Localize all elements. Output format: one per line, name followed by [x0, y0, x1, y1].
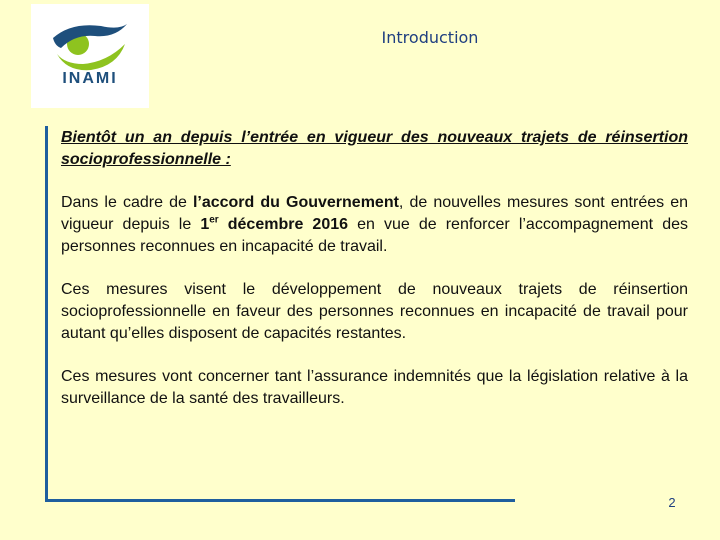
inami-logo [31, 4, 149, 108]
paragraph-3: Ces mesures vont concerner tant l’assurance indemnités que la législation relative à la surveillance de la santé des travailleurs. [61, 368, 688, 407]
frame-left-border [45, 126, 48, 502]
inami-logo-icon [31, 4, 149, 108]
p1-sup: er [209, 214, 219, 226]
frame-bottom-border [45, 499, 515, 502]
heading-text: Bientôt un an depuis l’entrée en vigueur des nouveaux trajets de réinsertion socioprofessionnelle : [61, 129, 688, 168]
p1-text-3: en vue de renforcer l’accompagnement des personnes reconnues en incapacité de travail. [61, 216, 688, 255]
p1-bold-1: l’accord du Gouvernement [192, 194, 399, 211]
p1-bold-3: décembre 2016 [218, 216, 349, 233]
p1-bold-2: 1 [200, 216, 210, 233]
p1-text-1: Dans le cadre de [61, 194, 193, 211]
logo-text: INAMI [62, 70, 118, 87]
paragraph-2: Ces mesures visent le développement de nouveaux trajets de réinsertion socioprofessionnelle en faveur des personnes reconnues en incapacité de travail pour autant qu’elles disposent de capacités restantes. [61, 281, 688, 342]
slide-title: Introduction [381, 28, 479, 47]
slide-content [61, 127, 688, 431]
p1-text-2: , de nouvelles mesures sont entrées en vigueur depuis le [61, 194, 688, 233]
paragraph-1 [61, 192, 688, 258]
page-number: 2 [668, 495, 676, 510]
section-heading [61, 127, 688, 171]
